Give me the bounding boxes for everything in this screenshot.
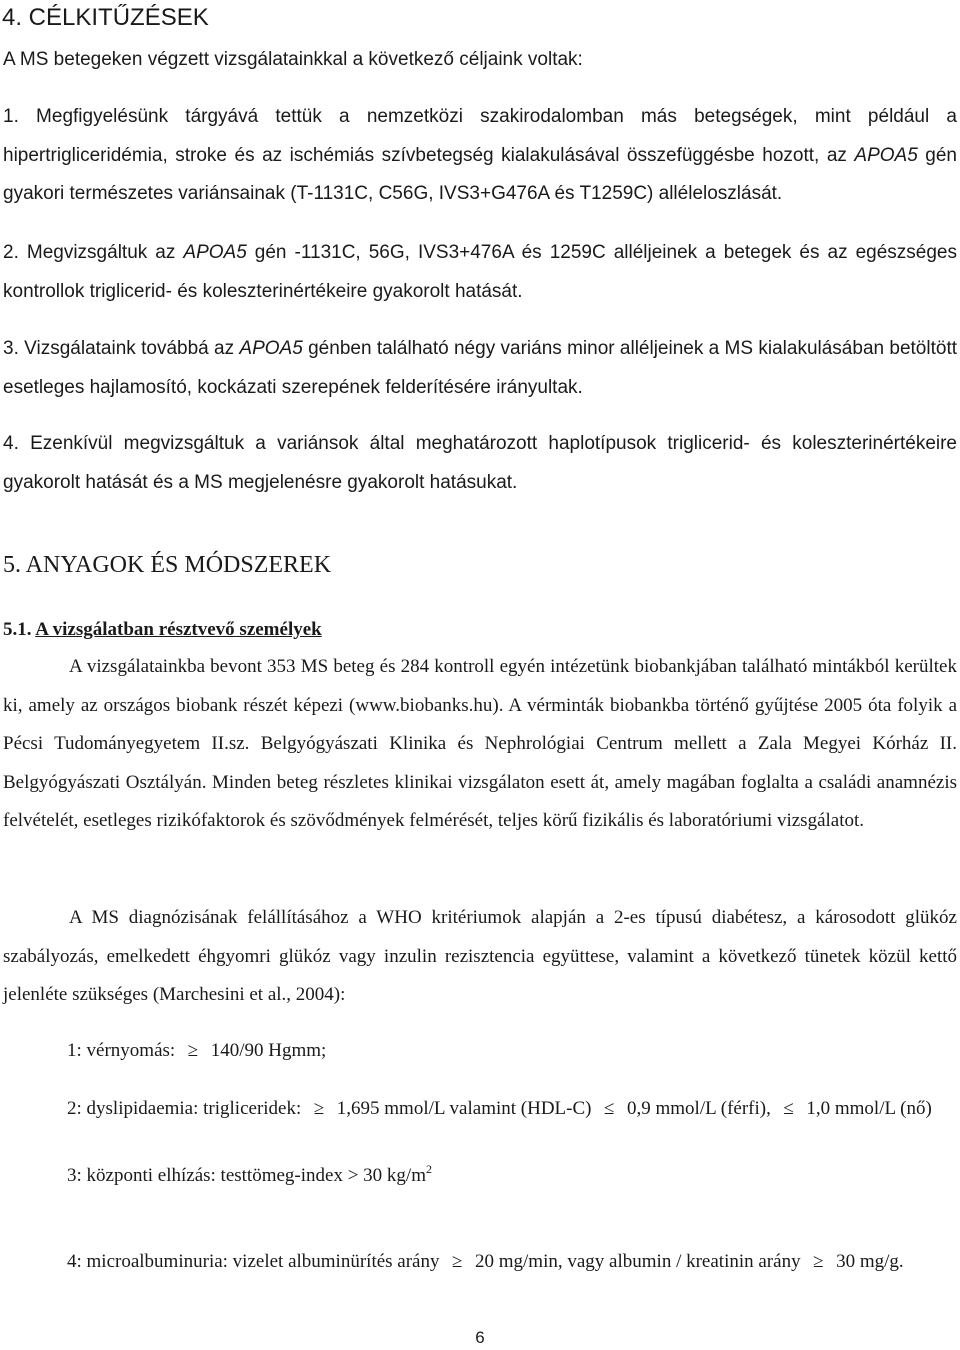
subsection-number: 5.1.: [3, 619, 36, 640]
criterion-3-superscript: 2: [426, 1162, 432, 1176]
paragraph-diagnosis: A MS diagnózisának felállításához a WHO kritériumok alapján a 2-es típusú diabétesz, a károsodott glükóz szabályozás, emelkedett éhgyomri glükóz vagy inzulin rezisztencia együttese, valamint a következő tünetek közül kettő jelenléte szükséges (Marchesini et al., 2004):: [3, 907, 957, 1005]
criterion-4: [67, 1243, 958, 1282]
aim-2: [0, 234, 960, 311]
aim-3-gene: APOA5: [239, 338, 303, 359]
less-equal-icon: ≤: [604, 1098, 615, 1119]
aim-2-text-a: 2. Megvizsgáltuk az: [3, 242, 184, 263]
criterion-2-text-b: 1,695 mmol/L valamint (HDL-C): [332, 1098, 597, 1119]
criterion-3: [67, 1157, 958, 1196]
criterion-4-text-b: 20 mg/min, vagy albumin / kreatinin arány: [470, 1251, 806, 1272]
aim-4-text: 4. Ezenkívül megvizsgáltuk a variánsok által meghatározott haplotípusok triglicerid- és koleszterinértékeire gyakorolt hatását és a MS megjelenésre gyakorolt hatásukat.: [3, 433, 957, 493]
criterion-1: [67, 1032, 958, 1071]
aims-lead: A MS betegeken végzett vizsgálatainkkal a következő céljaink voltak:: [3, 49, 583, 70]
greater-equal-icon: ≥: [813, 1251, 824, 1272]
paragraph-participants: A vizsgálatainkba bevont 353 MS beteg és 284 kontroll egyén intézetünk biobankjában található mintákból kerültek ki, amely az országos biobank részét képezi (www.biobanks.hu). A vérminták biobankba történő gyűjtése 2005 óta folyik a Pécsi Tudományegyetem II.sz. Belgyógyászati Klinika és Nephrológiai Centrum mellett a Zala Megyei Kórház II. Belgyógyászati Osztályán. Minden beteg részletes klinikai vizsgálaton esett át, amely magában foglalta a családi anamnézis felvételét, esetleges rizikófaktorok és szövődmények felmérését, teljes körű fizikális és laboratóriumi vizsgálatot.: [3, 656, 957, 831]
greater-equal-icon: ≥: [187, 1040, 199, 1061]
aim-2-text-b: gén -1131C, 56G, IVS3+476A és 1259C alléljeinek a betegek és az egészséges kontrollok triglicerid- és koleszterinértékeire gyakorolt hatását.: [3, 242, 957, 302]
aim-1-text-b: gén gyakori természetes variánsainak (T-1131C, C56G, IVS3+G476A és T1259C) alléleloszlását.: [3, 144, 957, 204]
greater-equal-icon: ≥: [452, 1251, 463, 1272]
criterion-2-text-d: 1,0 mmol/L (nő): [801, 1098, 932, 1119]
criterion-1-text-a: 1: vérnyomás:: [67, 1040, 180, 1061]
aim-4: [0, 425, 960, 502]
aim-2-gene: APOA5: [183, 242, 247, 263]
criterion-4-text-a: 4: microalbuminuria: vizelet albuminürítés arány: [67, 1251, 445, 1272]
aim-3: [0, 330, 960, 407]
heading-celkituzesek: 4. CÉLKITŰZÉSEK: [2, 4, 209, 31]
criterion-2-text-a: 2: dyslipidaemia: trigliceridek:: [67, 1098, 307, 1119]
subsection-title: A vizsgálatban résztvevő személyek: [35, 619, 322, 640]
criterion-4-text-c: 30 mg/g.: [831, 1251, 904, 1272]
criterion-1-text-b: 140/90 Hgmm;: [205, 1040, 327, 1061]
aim-3-text-b: génben található négy variáns minor alléljeinek a MS kialakulásában betöltött esetleges hajlamosító, kockázati szerepének felderítésére irányultak.: [3, 338, 958, 398]
criterion-2-text-c: 0,9 mmol/L (férfi),: [622, 1098, 776, 1119]
subsection-5-1-heading: [3, 617, 960, 643]
criterion-2: [67, 1090, 958, 1129]
aim-1-gene: APOA5: [854, 144, 918, 166]
greater-equal-icon: ≥: [313, 1098, 325, 1119]
section-5-heading: 5. ANYAGOK ÉS MÓDSZEREK: [3, 552, 332, 578]
less-equal-icon: ≤: [783, 1098, 794, 1119]
aim-3-text-a: 3. Vizsgálataink továbbá az: [3, 338, 240, 359]
aim-1-text-a: 1. Megfigyelésünk tárgyává tettük a nemzetközi szakirodalomban más betegségek, mint például a hipertrigliceridémia, stroke és az ischémiás szívbetegség kialakulásával összefüggésbe hozott, az: [3, 106, 957, 166]
aim-1: [0, 98, 960, 214]
page-number: 6: [475, 1328, 485, 1347]
criterion-3-text: 3: központi elhízás: testtömeg-index > 30 kg/m: [67, 1165, 426, 1186]
